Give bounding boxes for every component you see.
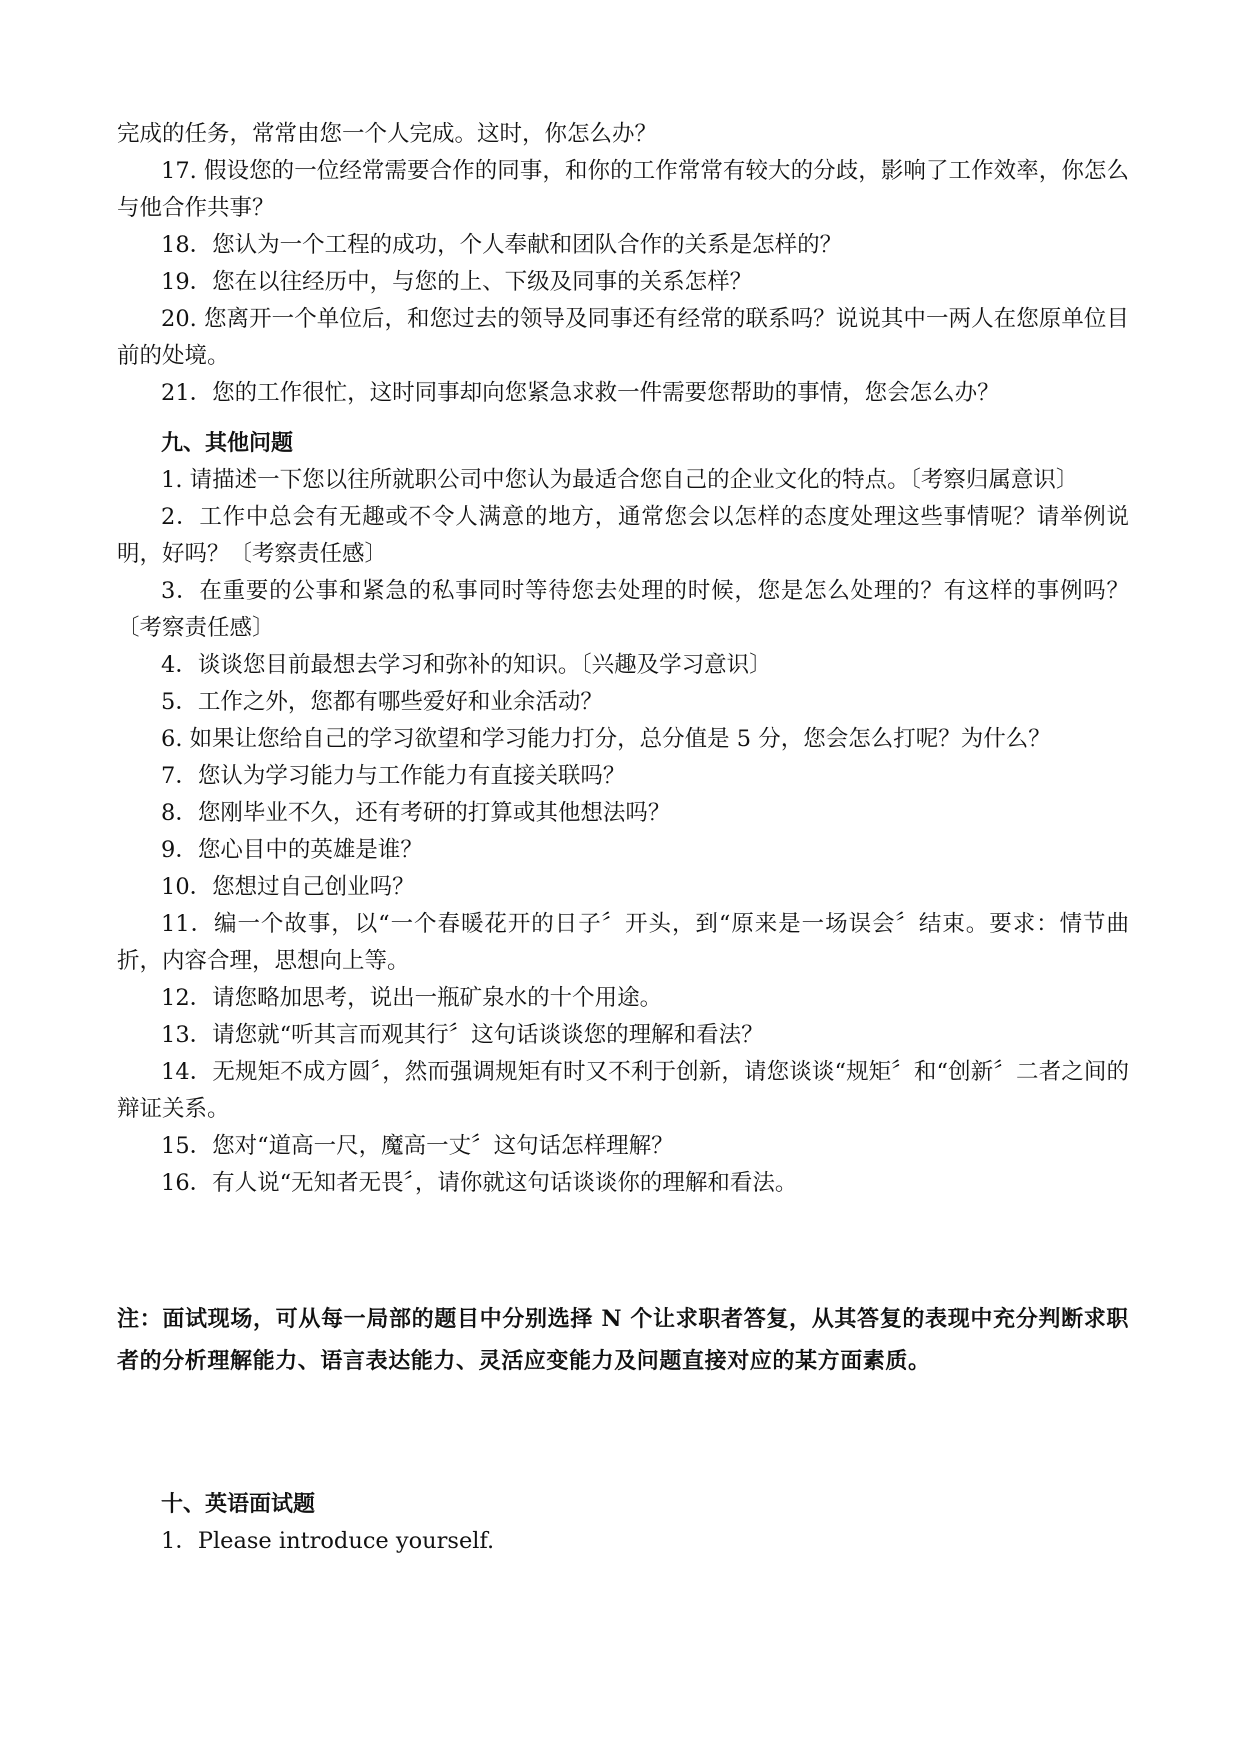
section-10-heading: 十、英语面试题 <box>161 1492 316 1517</box>
section-8-continuation <box>117 116 1129 412</box>
question-18: 18．您认为一个工程的成功，个人奉献和团队合作的关系是怎样的？ <box>161 232 843 258</box>
section-9-list <box>117 462 1129 1202</box>
list-item: 1．Please introduce yourself. <box>161 1528 495 1554</box>
list-item: 16．有人说“无知者无畏〞，请你就这句话谈谈你的理解和看法。 <box>161 1170 798 1196</box>
list-item: 11．编一个故事，以“一个春暖花开的日子〞开头，到“原来是一场误会〞结束。要求：情节曲折，内容合理，思想向上等。 <box>117 911 1129 974</box>
list-item: 15．您对“道高一尺，魔高一丈〞这句话怎样理解？ <box>161 1133 674 1159</box>
list-item: 6. 如果让您给自己的学习欲望和学习能力打分，总分值是 5 分，您会怎么打呢？为什么？ <box>161 726 1051 752</box>
question-17: 17. 假设您的一位经常需要合作的同事，和你的工作常常有较大的分歧，影响了工作效率，你怎么与他合作共事？ <box>117 158 1129 221</box>
paragraph: 完成的任务，常常由您一个人完成。这时，你怎么办？ <box>117 121 658 147</box>
list-item: 7．您认为学习能力与工作能力有直接关联吗？ <box>161 763 626 789</box>
list-item: 13．请您就“听其言而观其行〞这句话谈谈您的理解和看法？ <box>161 1022 764 1048</box>
list-item: 14．无规矩不成方圆〞，然而强调规矩有时又不利于创新，请您谈谈“规矩〞和“创新〞二者之间的辩证关系。 <box>117 1059 1129 1122</box>
interview-note: 注：面试现场，可从每一局部的题目中分别选择 N 个让求职者答复，从其答复的表现中充分判断求职者的分析理解能力、语言表达能力、灵活应变能力及问题直接对应的某方面素质。 <box>117 1306 1129 1374</box>
section-9-heading: 九、其他问题 <box>161 431 294 456</box>
list-item: 1. 请描述一下您以往所就职公司中您认为最适合您自己的企业文化的特点。〔考察归属意识〕 <box>161 467 1079 493</box>
question-19: 19．您在以往经历中，与您的上、下级及同事的关系怎样？ <box>161 269 753 295</box>
list-item: 9．您心目中的英雄是谁？ <box>161 837 423 863</box>
list-item: 10．您想过自己创业吗？ <box>161 874 415 900</box>
document-body <box>117 116 1129 1560</box>
question-21: 21．您的工作很忙，这时同事却向您紧急求救一件需要您帮助的事情，您会怎么办？ <box>161 380 1000 406</box>
section-10-list <box>117 1523 1129 1560</box>
list-item: 4．谈谈您目前最想去学习和弥补的知识。〔兴趣及学习意识〕 <box>161 652 772 678</box>
list-item: 2．工作中总会有无趣或不令人满意的地方，通常您会以怎样的态度处理这些事情呢？请举例说明，好吗？〔考察责任感〕 <box>117 504 1129 567</box>
list-item: 5．工作之外，您都有哪些爱好和业余活动？ <box>161 689 603 715</box>
list-item: 8．您刚毕业不久，还有考研的打算或其他想法吗？ <box>161 800 671 826</box>
list-item: 3．在重要的公事和紧急的私事同时等待您去处理的时候，您是怎么处理的？有这样的事例吗？〔考察责任感〕 <box>117 578 1129 641</box>
question-20: 20. 您离开一个单位后，和您过去的领导及同事还有经常的联系吗？说说其中一两人在您原单位目前的处境。 <box>117 306 1129 369</box>
list-item: 12．请您略加思考，说出一瓶矿泉水的十个用途。 <box>161 985 663 1011</box>
